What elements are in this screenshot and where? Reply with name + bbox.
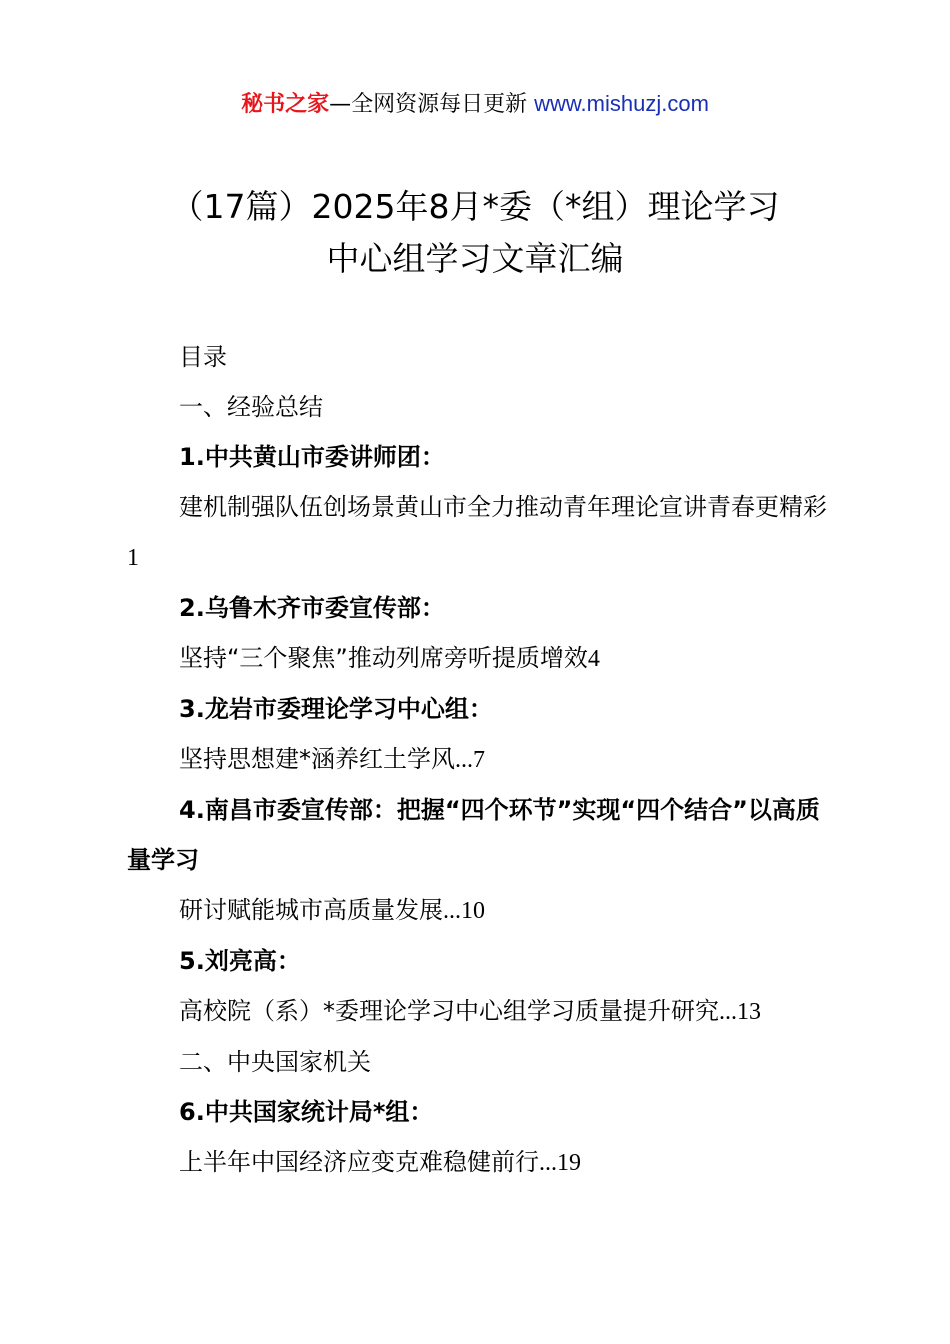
table-of-contents <box>127 332 833 1188</box>
toc-item-3-page: ...7 <box>455 747 485 773</box>
toc-item-4[interactable] <box>127 885 833 936</box>
toc-item-2-page: 4 <box>587 646 600 672</box>
document-title <box>0 181 950 285</box>
toc-item-5-title: 高校院（系）*委理论学习中心组学习质量提升研究 <box>179 997 719 1025</box>
title-line-2: 中心组学习文章汇编 <box>326 239 624 278</box>
toc-item-4-page: ...10 <box>443 898 485 924</box>
toc-item-6[interactable] <box>127 1137 833 1188</box>
toc-item-1[interactable] <box>127 482 833 583</box>
toc-item-5-page: ...13 <box>719 999 761 1025</box>
toc-item-3-author: 3.龙岩市委理论学习中心组： <box>179 695 493 723</box>
brand-tagline: —全网资源每日更新 <box>329 92 528 117</box>
toc-heading: 目录 <box>179 343 227 371</box>
toc-section-2: 二、中央国家机关 <box>179 1048 371 1076</box>
toc-item-4-author: 4.南昌市委宣传部：把握“四个环节”实现“四个结合”以高质量学习 <box>127 796 820 874</box>
toc-section-1: 一、经验总结 <box>179 393 323 421</box>
toc-item-2-title: 坚持“三个聚焦”推动列席旁听提质增效 <box>179 644 588 672</box>
toc-item-6-page: ...19 <box>539 1150 581 1176</box>
toc-item-5-author: 5.刘亮高： <box>179 947 301 975</box>
brand-name: 秘书之家 <box>241 92 330 117</box>
site-url[interactable]: www.mishuzj.com <box>534 91 709 116</box>
title-line-1: （17篇）2025年8月*委（*组）理论学习 <box>170 187 780 226</box>
toc-item-1-title: 建机制强队伍创场景黄山市全力推动青年理论宣讲青春更精彩 <box>179 493 827 521</box>
site-header <box>0 88 950 121</box>
toc-item-2[interactable] <box>127 633 833 684</box>
toc-item-6-author: 6.中共国家统计局*组： <box>179 1098 434 1126</box>
toc-item-6-title: 上半年中国经济应变克难稳健前行 <box>179 1148 539 1176</box>
toc-item-4-title: 研讨赋能城市高质量发展 <box>179 896 443 924</box>
toc-item-3-title: 坚持思想建*涵养红土学风 <box>179 745 455 773</box>
toc-item-3[interactable] <box>127 734 833 785</box>
toc-item-5[interactable] <box>127 986 833 1037</box>
toc-item-2-author: 2.乌鲁木齐市委宣传部： <box>179 594 445 622</box>
toc-item-1-page: 1 <box>127 545 139 571</box>
toc-item-1-author: 1.中共黄山市委讲师团： <box>179 443 445 471</box>
